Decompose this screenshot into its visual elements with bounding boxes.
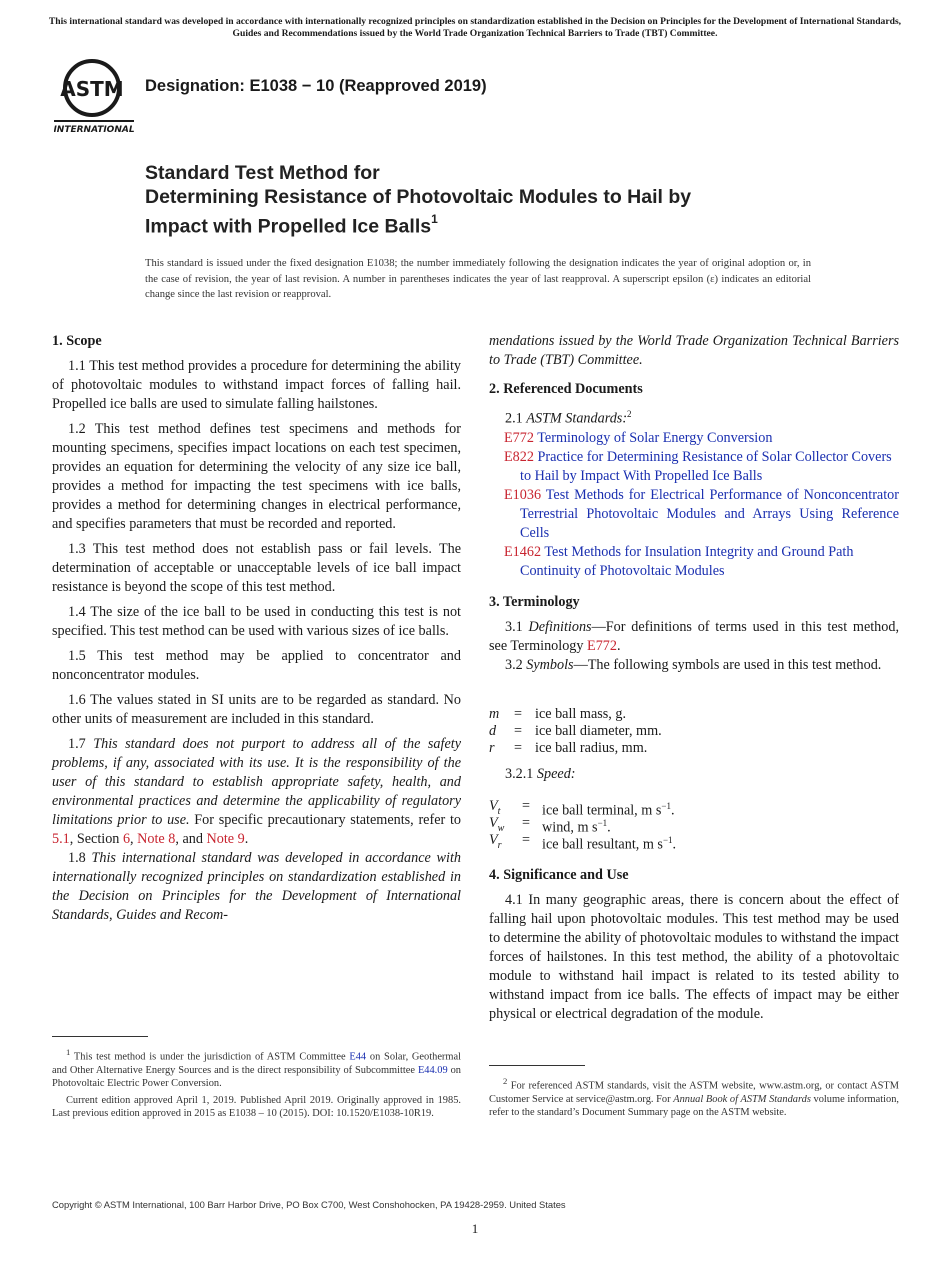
svg-text:INTERNATIONAL: INTERNATIONAL [54,125,135,134]
top-notice: This international standard was developed in accordance with internationally recognized principles on standardization established in the Decision on Principles for the Development of International Standards, Guides and Recommendations issued by the World Trade Organization Technical Barriers to Trade (TBT) Committee. [48,16,902,39]
symbol-d: d [489,723,497,739]
symbol-m: m [489,706,500,722]
title-line-2: Determining Resistance of Photovoltaic Modules to Hail by [145,186,692,208]
svg-text:ASTM: ASTM [60,77,124,101]
para-2-1: 2.1 ASTM Standards:$^2$ [505,409,632,427]
referenced-heading: 2. Referenced Documents [489,381,643,397]
symbol-vw-def: wind, m $s^{-1}$. [542,818,611,836]
footnote-rule-right [489,1065,585,1066]
scope-heading: 1. Scope [52,333,102,349]
link-note-8[interactable]: Note 8 [137,831,176,847]
link-e44[interactable]: E44 [349,1051,367,1063]
para-1-6: 1.6 The values stated in SI units are to be regarded as standard. No other units of measurement are included in this standard. [52,692,461,727]
designation: Designation: E1038 − 10 (Reapproved 2019) [145,77,487,95]
link-note-9[interactable]: Note 9 [206,831,245,847]
intro-paragraph: This standard is issued under the fixed designation E1038; the number immediately following the designation indicates the year of original adoption or, in the case of revision, the year of last revision. A number in parentheses indicates the year of last reapproval. A superscript epsilon (ε) indicates an editorial change since the last revision or reapproval. [145,258,811,300]
title-footnote-mark: 1 [431,212,438,226]
para-3-2: 3.2 Symbols—The following symbols are used in this test method. [505,656,882,673]
symbol-vw: $V_w$ [489,815,505,834]
footnote-1: $^1$ This test method is under the jurisdiction of ASTM Committee E44 on Solar, Geothermal and Other Alternative Energy Sources and is the direct responsibility of Subcommittee E44.09 on Photovoltaic Electric Power Conversion. Current edition approved April 1, 2019. Published April 2019. Originally approved in 1985. Last previous edition approved in 2015 as E1038 – 10 (2015). DOI: 10.1520/E1038-10R19. [52,1047,461,1120]
para-1-5: 1.5 This test method may be applied to concentrator and nonconcentrator modules. [52,648,461,683]
ref-e1036[interactable]: E1036 Test Methods for Electrical Performance of Nonconcentrator Terrestrial Photovoltaic Modules and Arrays Using Reference Cells [504,486,899,541]
ref-e772[interactable]: E772 Terminology of Solar Energy Conversion [504,429,773,446]
para-3-1: 3.1 Definitions—For definitions of terms used in this test method, see Terminology E772. [489,618,900,654]
page-number: 1 [471,1221,479,1236]
para-1-3: 1.3 This test method does not establish pass or fail levels. The determination of acceptable or unacceptable levels of ice ball impact resistance is beyond the scope of this test method. [52,541,461,595]
para-1-7: 1.7 This standard does not purport to address all of the safety problems, if any, associated with its use. It is the responsibility of the user of this standard to establish appropriate safety, health, and environmental practices and determine the applicability of regulatory limitations prior to use. For specific precautionary statements, refer to 5.1, Section 6, Note 8, and Note 9. [52,736,461,847]
ref-e822[interactable]: E822 Practice for Determining Resistance of Solar Collector Covers to Hail by Impact With Propelled Ice Balls [504,448,892,484]
para-1-2: 1.2 This test method defines test specimens and methods for mounting specimens, specifies impact locations on each test specimen, provides an equation for determining the velocity of any size ice ball, provides a method for impacting the test specimens with ice balls, provides a method for determining changes in electrical performance, and specifies parameters that must be recorded and reported. [52,421,461,532]
terminology-heading: 3. Terminology [489,593,580,610]
symbol-r-def: ice ball radius, mm. [535,740,648,756]
link-section-6[interactable]: 6 [122,831,131,847]
symbol-m-def: ice ball mass, g. [535,706,627,722]
astm-logo [54,58,136,134]
symbol-vr-def: ice ball resultant, m $s^{-1}$. [542,835,677,853]
footnote-rule-left [52,1036,148,1037]
para-3-2-1: 3.2.1 Speed: [505,766,576,782]
document-page: This international standard was developed in accordance with internationally recognized principles on standardization established in the Decision on Principles for the Development of International Standards, Guides and Recommendations issued by the World Trade Organization Technical Barriers to Trade (TBT) Committee. ASTM INTERNATIONAL Designation: E1038 − 10 (Reapproved 2019) Standard Test Method for Determining Resistance of Photovoltaic Modules to Hail by Impact with Propelled Ice Balls$^1$ This standard is issued under the fixed designation E1038; the number immediately following the designation indicates the year of original adoption or, in the case of revision, the year of last revision. A number in parentheses indicates the year of last reapproval. A superscript epsilon (ε) indicates an editorial change since the last revision or reapproval. 1. Scope 1.1 This test method provides a procedure for determining the ability of photovoltaic modules to withstand impact forces of falling hail. Propelled ice balls are used to simulate falling hailstones. 1.2 This test method defines test specimens and methods for mounting specimens, specifies impact locations on each test specimen, provides an equation for determining the velocity of any size ice ball, provides a method for impacting the test specimens with ice balls, provides a method for determining changes in electrical performance, and specifies parameters that must be recorded and reported. 1.3 This test method does not establish pass or fail levels. The determination of acceptable or unacceptable levels of ice ball impact resistance is beyond the scope of this test method. 1.4 The size of the ice ball to be used in conducting this test is not specified. This test method can be used with various sizes of ice balls. 1.5 This test method may be applied to concentrator and nonconcentrator modules. 1.6 The values stated in SI units are to be regarded as standard. No other units of measurement are included in this standard. 1.7 This standard does not purport to address all of the safety problems, if any, associated with its use. It is the responsibility of the user of this standard to establish appropriate safety, health, and environmental practices and determine the applicability of regulatory limitations prior to use. For specific precautionary statements, refer to 5.1, Section 6, Note 8, and Note 9. 1.8 This international standard was developed in accordance with internationally recognized principles on standardization established in the Decision on Principles for the Development of International Standards, Guides and Recom- $^1$ This test method is under the jurisdiction of ASTM Committee E44 on Solar, Geothermal and Other Alternative Energy Sources and is the direct responsibility of Subcommittee E44.09 on Photovoltaic Electric Power Conversion. Current edition approved April 1, 2019. Published April 2019. Originally approved in 1985. Last previous edition approved in 2015 as E1038 – 10 (2015). DOI: 10.1520/E1038-10R19. mendations issued by the World Trade Organization Technical Barriers to Trade (TBT) Committee. 2. Referenced Documents 2.1 ASTM Standards:$^2$ E772 Terminology of Solar Energy Conversion E822 Practice for Determining Resistance of Solar Collector Covers to Hail by Impact With Propelled Ice Balls E1036 Test Methods for Electrical Performance of Nonconcentrator Terrestrial Photovoltaic Modules and Arrays Using Reference Cells E1462 Test Methods for Insulation Integrity and Ground Path Continuity of Photovoltaic Modules 3. Terminology 3.1 Definitions—For definitions of terms used in this test method, see Terminology E772. 3.2 Symbols—The following symbols are used in this test method. m = ice ball mass, g. d = ice ball diameter, mm. r = ice ball radius, mm. 3.2.1 Speed: $V_t$ = ice ball terminal, m $s^{-1}$. $V_w$ = wind, m $s^{-1}$. $V_r$ = ice ball resultant, m $s^{-1}$. 4. Significance and Use 4.1 In many geographic areas, there is concern about the effect of falling hail upon photovoltaic modules. This test method may be used to determine the ability of photovoltaic modules to withstand the impact forces of hailstones. In this test method, the ability of a photovoltaic module to withstand hail impact is related to its tested ability to withstand impact from ice balls. The effects of impact may be either physical or electrical degradation of the module. $^2$ For referenced ASTM standards, visit the ASTM website, www.astm.org, or contact ASTM Customer Service at service@astm.org. For Annual Book of ASTM Standards volume information, refer to the standard’s Document Summary page on the ASTM website. Copyright © ASTM International, 100 Barr Harbor Drive, PO Box C700, West Conshohocken, PA 19428-2959. United States 1 [0,0,950,1272]
symbol-vt: $V_t$ [489,798,501,817]
para-1-4: 1.4 The size of the ice ball to be used in conducting this test is not specified. This test method can be used with various sizes of ice balls. [52,604,461,639]
right-column-top [489,332,899,675]
link-e772[interactable]: E772 [587,637,617,654]
footnote-2: $^2$ For referenced ASTM standards, visit the ASTM website, www.astm.org, or contact ASTM Customer Service at service@astm.org. For Annual Book of ASTM Standards volume information, refer to the standard’s Document Summary page on the ASTM website. [489,1076,899,1119]
right-column-bottom [489,866,899,1024]
title-line-1: Standard Test Method for [145,162,380,184]
para-1-8-continued: mendations issued by the World Trade Organization Technical Barriers to Trade (TBT) Committee. [489,333,899,368]
symbol-vt-def: ice ball terminal, m $s^{-1}$. [542,801,675,819]
left-column [52,332,461,925]
link-e44-09[interactable]: E44.09 [417,1064,448,1076]
astm-logo-icon [54,58,136,134]
document-title [145,161,845,239]
title-line-3: Impact with Propelled Ice Balls [145,215,432,238]
para-4-1: 4.1 In many geographic areas, there is concern about the effect of falling hail upon photovoltaic modules. This test method may be used to determine the ability of photovoltaic modules to withstand the impact forces of hailstones. In this test method, the ability of a photovoltaic module to withstand hail impact is related to its tested ability to withstand impact from ice balls. The effects of impact may be either physical or electrical degradation of the module. [489,892,899,1022]
symbol-vr: $V_r$ [489,832,502,851]
significance-heading: 4. Significance and Use [489,867,629,883]
symbol-d-def: ice ball diameter, mm. [535,723,662,739]
link-5-1[interactable]: 5.1 [52,831,70,847]
footnote-1-edition: Current edition approved April 1, 2019. Published April 2019. Originally approved in 1985. Last previous edition approved in 2015 as E1038 – 10 (2015). DOI: 10.1520/E1038-10R19. [52,1094,461,1120]
copyright-notice: Copyright © ASTM International, 100 Barr Harbor Drive, PO Box C700, West Conshohocken, PA 19428-2959. United States [52,1199,566,1210]
ref-e1462[interactable]: E1462 Test Methods for Insulation Integrity and Ground Path Continuity of Photovoltaic Modules [504,543,854,579]
symbol-r: r [489,740,495,756]
para-1-1: 1.1 This test method provides a procedure for determining the ability of photovoltaic modules to withstand impact forces of falling hail. Propelled ice balls are used to simulate falling hailstones. [52,358,461,412]
para-1-8: 1.8 This international standard was developed in accordance with internationally recognized principles on standardization established in the Decision on Principles for the Development of International Standards, Guides and Recom- [52,850,461,923]
